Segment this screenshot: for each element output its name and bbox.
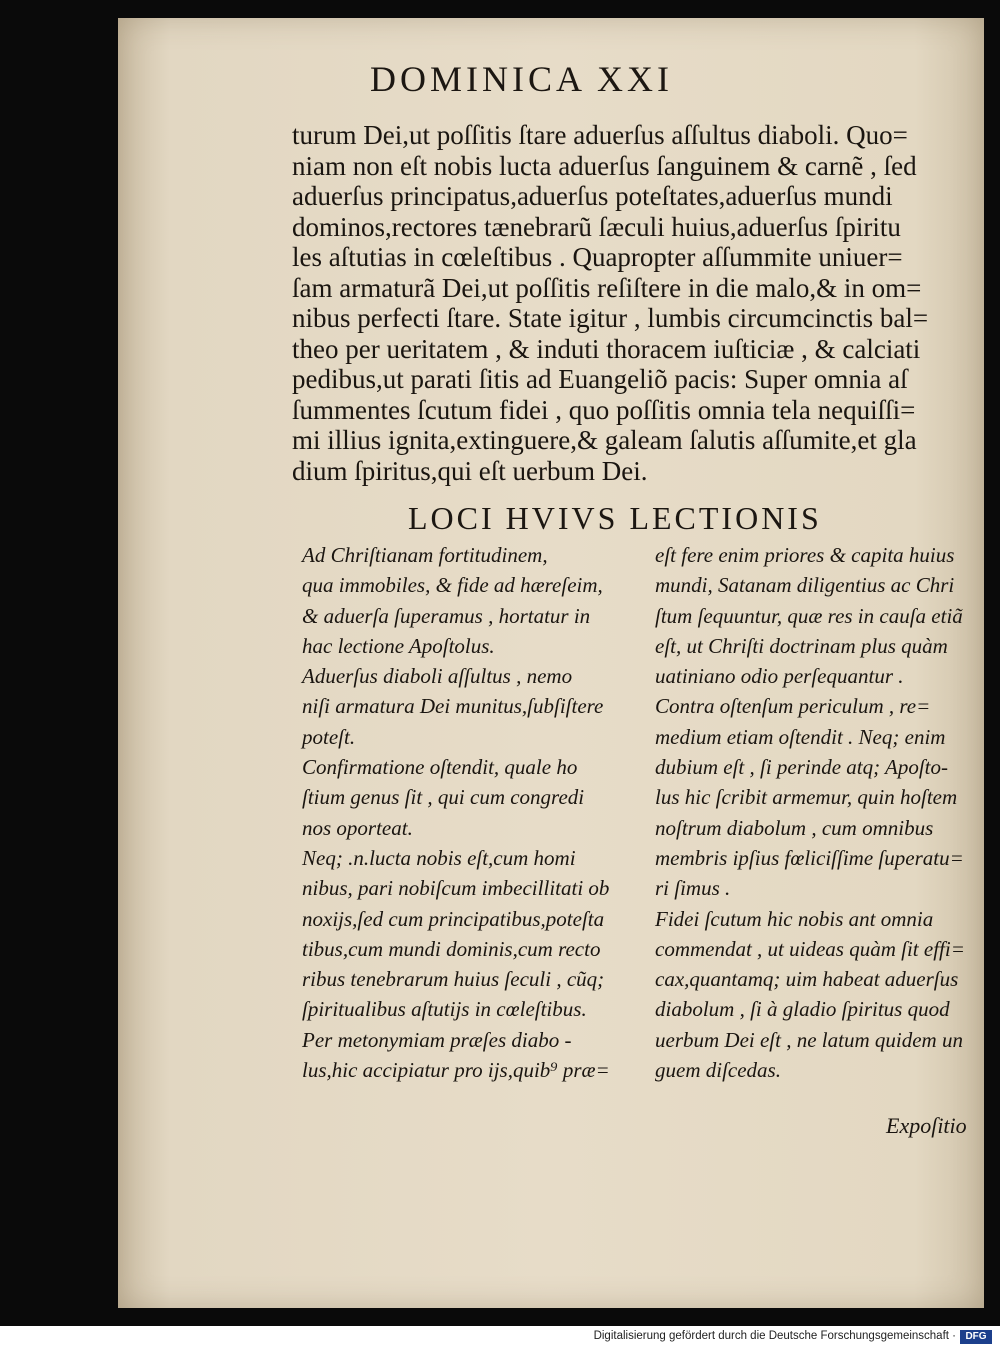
right-column-line: noſtrum diabolum , cum omnibus [655,815,934,840]
left-column-line: lus,hic accipiatur pro ijs,quib⁹ præ= [302,1058,610,1083]
right-column-line: eſt, ut Chriſti doctrinam plus quàm [655,633,948,658]
right-column-line: diabolum , ſi à gladio ſpiritus quod [655,997,950,1022]
right-column-line: cax,quantamq; uim habeat aduerſus [655,967,959,992]
right-column-line: mundi, Satanam diligentius ac Chri [655,573,955,598]
left-column-line: Aduerſus diaboli aſſultus , nemo [302,664,573,689]
funding-notice: Digitalisierung gefördert durch die Deutsche Forschungsgemeinschaft · [593,1330,956,1342]
body-line: ſam armaturã Dei,ut poſſitis reſiſtere in die malo,& in om= [292,272,922,303]
body-line: dium ſpiritus,qui eſt uerbum Dei. [292,455,648,486]
left-column-line: Confirmatione oſtendit, quale ho [302,755,578,780]
right-column-line: ri ſimus . [655,876,731,901]
body-line: mi illius ignita,extinguere,& galeam ſalutis aſſumite,et gla [292,425,917,455]
left-column-line: & aduerſa ſuperamus , hortatur in [302,603,591,628]
left-column-line: Neq; .n.lucta nobis eſt,cum homi [302,845,576,870]
left-column-line: Per metonymiam præſes diabo - [302,1027,572,1052]
right-column-line: medium etiam oſtendit . Neq; enim [655,724,946,749]
left-column [302,540,642,1085]
right-column-line: lus hic ſcribit armemur, quin hoſtem [655,785,958,810]
left-column-line: Ad Chriſtianam fortitudinem, [302,543,548,567]
running-header: DOMINICA XXI [370,59,673,99]
left-column-line: qua immobiles, & fide ad hæreſeim, [302,573,603,598]
body-line: dominos,rectores tænebrarũ ſæculi huius,aduerſus ſpiritu [292,211,901,242]
body-text [292,120,982,486]
right-column-line: Fidei ſcutum hic nobis ant omnia [655,906,934,931]
footer-bar [0,1326,1000,1349]
body-line: ſummentes ſcutum fidei , quo poſſitis omnia tela nequiſſi= [292,394,916,425]
dfg-logo: DFG [960,1330,992,1344]
left-column-line: nibus, pari nobiſcum imbecillitati ob [302,876,610,901]
right-column-line: uatiniano odio perſequantur . [655,664,904,689]
body-line: turum Dei,ut poſſitis ſtare aduerſus aſſultus diaboli. Quo= [292,120,908,150]
right-column-line: Contra oſtenſum periculum , re= [655,694,931,719]
left-column-line: poteſt. [302,724,356,749]
right-column-line: membris ipſius fœliciſſime ſuperatu= [655,845,964,870]
body-line: theo per ueritatem , & induti thoracem iuſticiæ , & calciati [292,333,921,364]
right-column [655,540,985,1085]
body-line: pedibus,ut parati ſitis ad Euangeliõ pacis: Super omnia aſ [292,364,908,394]
right-column-line: ſtum ſequuntur, quæ res in cauſa etiã [655,603,963,628]
left-column-line: ſpiritualibus aſtutijs in cœleſtibus. [302,997,587,1022]
left-column-line: tibus,cum mundi dominis,cum recto [302,936,601,961]
section-title: LOCI HVIVS LECTIONIS [408,500,822,536]
right-column-line: guem diſcedas. [655,1058,781,1083]
body-line: niam non eſt nobis lucta aduerſus ſanguinem & carnẽ , ſed [292,150,917,181]
left-column-line: ſtium genus ſit , qui cum congredi [302,785,585,810]
left-column-line: noxijs,ſed cum principatibus,poteſta [302,906,605,931]
left-column-line: ribus tenebrarum huius ſeculi , cũq; [302,967,605,992]
right-column-line: eſt fere enim priores & capita huius [655,543,955,567]
left-column-line: niſi armatura Dei munitus,ſubſiſtere [302,694,604,719]
body-line: nibus perfecti ſtare. State igitur , lumbis circumcinctis bal= [292,303,929,333]
right-column-line: uerbum Dei eſt , ne latum quidem un [655,1027,963,1052]
body-line: aduerſus principatus,aduerſus poteſtates,aduerſus mundi [292,181,893,211]
left-column-line: nos oporteat. [302,815,413,840]
body-line: les aſtutias in cœleſtibus . Quapropter aſſummite uniuer= [292,242,903,272]
left-column-line: hac lectione Apoſtolus. [302,633,495,658]
right-column-line: dubium eſt , ſi perinde atq; Apoſto- [655,755,948,780]
catchword: Expoſitio [886,1113,967,1138]
right-column-line: commendat , ut uideas quàm ſit effi= [655,936,965,961]
